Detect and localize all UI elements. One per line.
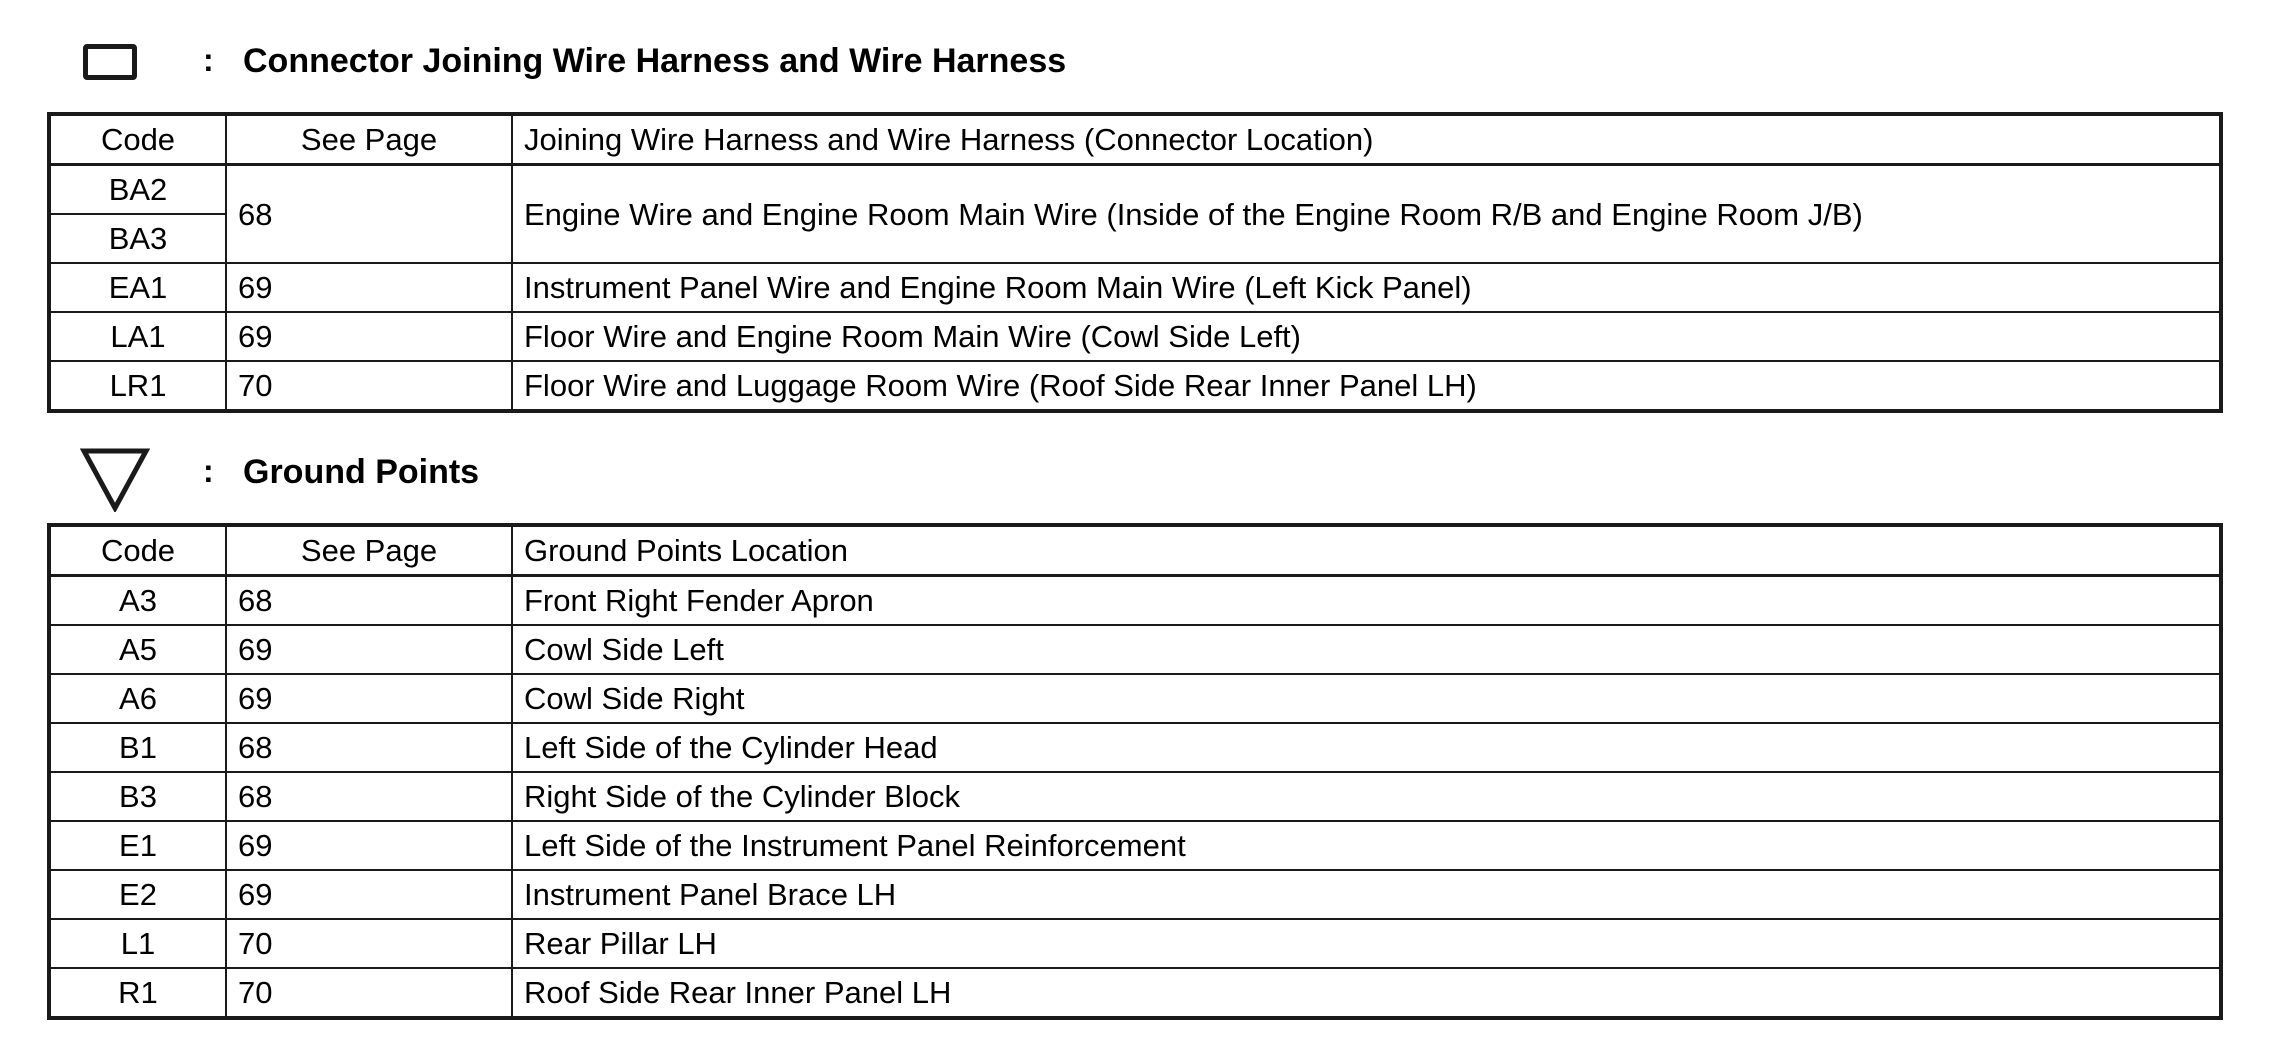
table-row bbox=[49, 723, 2221, 772]
header-code: Code bbox=[49, 525, 226, 576]
table-header-row bbox=[49, 525, 2221, 576]
page-cell: 70 bbox=[226, 361, 512, 411]
table-row bbox=[49, 312, 2221, 361]
connector-legend bbox=[47, 32, 2223, 112]
code-cell: R1 bbox=[49, 968, 226, 1018]
location-cell: Engine Wire and Engine Room Main Wire (Inside of the Engine Room R/B and Engine Room J/B) bbox=[512, 165, 2221, 264]
page-cell: 69 bbox=[226, 263, 512, 312]
header-location: Ground Points Location bbox=[512, 525, 2221, 576]
header-location: Joining Wire Harness and Wire Harness (Connector Location) bbox=[512, 114, 2221, 165]
location-cell: Left Side of the Cylinder Head bbox=[512, 723, 2221, 772]
header-see-page: See Page bbox=[226, 114, 512, 165]
code-cell: L1 bbox=[49, 919, 226, 968]
code-cell: LA1 bbox=[49, 312, 226, 361]
ground-table bbox=[47, 523, 2223, 1020]
code-cell: A3 bbox=[49, 576, 226, 626]
page-cell: 70 bbox=[226, 919, 512, 968]
header-code: Code bbox=[49, 114, 226, 165]
location-cell: Front Right Fender Apron bbox=[512, 576, 2221, 626]
table-row bbox=[49, 625, 2221, 674]
page-cell: 69 bbox=[226, 821, 512, 870]
table-header-row bbox=[49, 114, 2221, 165]
table-row bbox=[49, 263, 2221, 312]
location-cell: Rear Pillar LH bbox=[512, 919, 2221, 968]
table-row bbox=[49, 821, 2221, 870]
code-cell: LR1 bbox=[49, 361, 226, 411]
location-cell: Right Side of the Cylinder Block bbox=[512, 772, 2221, 821]
location-cell: Floor Wire and Luggage Room Wire (Roof Side Rear Inner Panel LH) bbox=[512, 361, 2221, 411]
table-row bbox=[49, 772, 2221, 821]
table-row bbox=[49, 165, 2221, 215]
page-cell: 69 bbox=[226, 870, 512, 919]
page-cell: 69 bbox=[226, 674, 512, 723]
code-cell: E2 bbox=[49, 870, 226, 919]
location-cell: Instrument Panel Wire and Engine Room Main Wire (Left Kick Panel) bbox=[512, 263, 2221, 312]
code-cell: A5 bbox=[49, 625, 226, 674]
code-cell: B3 bbox=[49, 772, 226, 821]
code-cell: E1 bbox=[49, 821, 226, 870]
page-cell: 70 bbox=[226, 968, 512, 1018]
legend-colon: : bbox=[203, 453, 214, 489]
page-cell: 68 bbox=[226, 576, 512, 626]
legend-colon: : bbox=[203, 42, 214, 78]
connector-section bbox=[47, 32, 2223, 413]
square-outline-icon bbox=[83, 44, 137, 80]
table-row bbox=[49, 968, 2221, 1018]
connector-section-title: Connector Joining Wire Harness and Wire Harness bbox=[243, 42, 1067, 80]
ground-section-title: Ground Points bbox=[243, 453, 480, 491]
location-cell: Floor Wire and Engine Room Main Wire (Cowl Side Left) bbox=[512, 312, 2221, 361]
table-row bbox=[49, 870, 2221, 919]
connector-table bbox=[47, 112, 2223, 413]
table-row bbox=[49, 674, 2221, 723]
location-cell: Cowl Side Right bbox=[512, 674, 2221, 723]
code-cell: BA3 bbox=[49, 214, 226, 263]
header-see-page: See Page bbox=[226, 525, 512, 576]
location-cell: Left Side of the Instrument Panel Reinforcement bbox=[512, 821, 2221, 870]
page-cell: 69 bbox=[226, 312, 512, 361]
location-cell: Roof Side Rear Inner Panel LH bbox=[512, 968, 2221, 1018]
location-cell: Instrument Panel Brace LH bbox=[512, 870, 2221, 919]
triangle-down-icon bbox=[80, 446, 150, 512]
location-cell: Cowl Side Left bbox=[512, 625, 2221, 674]
page-cell: 69 bbox=[226, 625, 512, 674]
table-row bbox=[49, 361, 2221, 411]
table-row bbox=[49, 919, 2221, 968]
ground-legend bbox=[47, 443, 2223, 523]
page-cell: 68 bbox=[226, 772, 512, 821]
page-cell: 68 bbox=[226, 165, 512, 264]
code-cell: EA1 bbox=[49, 263, 226, 312]
page-cell: 68 bbox=[226, 723, 512, 772]
code-cell: B1 bbox=[49, 723, 226, 772]
table-row bbox=[49, 576, 2221, 626]
ground-section bbox=[47, 443, 2223, 1020]
code-cell: A6 bbox=[49, 674, 226, 723]
code-cell: BA2 bbox=[49, 165, 226, 215]
